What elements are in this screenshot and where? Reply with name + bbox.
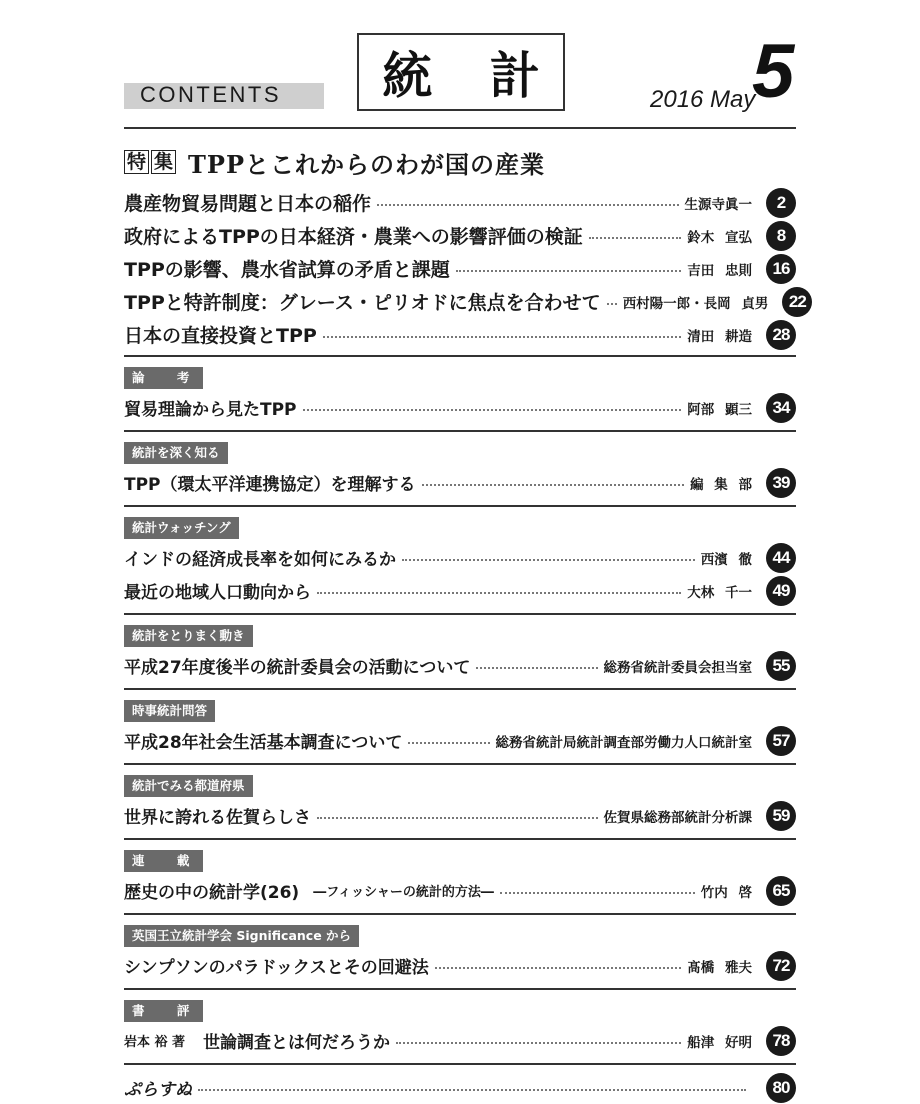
page-number-badge: 39 (766, 468, 796, 498)
leader-dots (317, 592, 681, 594)
section-label: 英国王立統計学会 Significance から (124, 925, 359, 947)
entry-author: 船津 好明 (687, 1034, 752, 1051)
issue-date: 2016 May (650, 86, 756, 113)
section-rensai (124, 840, 796, 909)
section-label: 論 考 (124, 367, 203, 389)
entry-author: 総務省統計委員会担当室 (603, 659, 752, 676)
section-label: 統計でみる都道府県 (124, 775, 253, 797)
entry-prefix: 岩本 裕 著 (124, 1035, 186, 1050)
magazine-title-box (357, 33, 565, 111)
entry-author: 総務省統計局統計調査部労働力人口統計室 (495, 734, 752, 751)
section-significance (124, 915, 796, 984)
toc-entry[interactable] (124, 391, 796, 424)
page-number-badge: 80 (766, 1073, 796, 1103)
entry-author: 鈴木 宣弘 (687, 229, 752, 246)
page-number-badge: 72 (766, 951, 796, 981)
toc-entry[interactable] (124, 219, 796, 252)
page-number-badge: 22 (782, 287, 812, 317)
leader-dots (396, 1042, 681, 1044)
leader-dots (317, 817, 598, 819)
entry-title: ぷらすぬ (124, 1080, 192, 1100)
section-toukei-watching (124, 507, 796, 609)
section-label: 統計を深く知る (124, 442, 228, 464)
entry-title: 平成28年社会生活基本調査について (124, 733, 403, 753)
contents-label: CONTENTS (140, 82, 281, 107)
entry-author: 佐賀県総務部統計分析課 (603, 809, 752, 826)
section-label: 書 評 (124, 1000, 203, 1022)
toc-entry[interactable] (124, 574, 796, 607)
entry-author: 清田 耕造 (687, 328, 752, 345)
page-number-badge: 34 (766, 393, 796, 423)
entry-title: 歴史の中の統計学(26) (124, 883, 300, 903)
issue-number: 5 (752, 29, 795, 114)
feature-title: TPPとこれからのわが国の産業 (188, 149, 545, 179)
leader-dots (422, 484, 685, 486)
toc-entry[interactable] (124, 949, 796, 982)
page-number-badge: 44 (766, 543, 796, 573)
feature-tag-1: 特 (124, 150, 149, 175)
magazine-title: 統 計 (382, 47, 560, 105)
entry-title: シンプソンのパラドックスとその回避法 (124, 958, 429, 978)
page-number-badge: 65 (766, 876, 796, 906)
entry-title: 農産物貿易問題と日本の稲作 (124, 193, 372, 215)
entry-title: 貿易理論から見たTPP (124, 400, 297, 420)
feature-entries (124, 186, 806, 351)
leader-dots (402, 559, 695, 561)
toc-entry[interactable] (124, 285, 806, 318)
table-of-contents (124, 132, 806, 1104)
section-jiji-toukei-mondou (124, 690, 796, 759)
section-last (124, 1065, 796, 1104)
leader-dots (435, 967, 682, 969)
entry-title: TPPの影響、農水省試算の矛盾と課題 (124, 259, 450, 281)
entry-author: 生源寺眞一 (684, 196, 752, 213)
leader-dots (607, 303, 617, 305)
entry-title: インドの経済成長率を如何にみるか (124, 550, 396, 570)
section-toukei-wo-torimaku-ugoki (124, 615, 796, 684)
section-label: 統計をとりまく動き (124, 625, 253, 647)
entry-author: 大林 千一 (687, 584, 752, 601)
leader-dots (500, 892, 695, 894)
entry-title: TPP（環太平洋連携協定）を理解する (124, 475, 416, 495)
entry-author: 吉田 忠則 (687, 262, 752, 279)
header-rule (124, 127, 796, 129)
leader-dots (323, 336, 681, 338)
leader-dots (456, 270, 681, 272)
section-label: 時事統計問答 (124, 700, 215, 722)
toc-entry[interactable] (124, 466, 796, 499)
toc-entry[interactable] (124, 318, 796, 351)
leader-dots (377, 204, 678, 206)
toc-entry[interactable] (124, 252, 796, 285)
leader-dots (589, 237, 681, 239)
page-number-badge: 78 (766, 1026, 796, 1056)
entry-author: 西村陽一郎・長岡 貞男 (622, 295, 769, 312)
toc-entry[interactable] (124, 1024, 796, 1057)
leader-dots (408, 742, 489, 744)
page-number-badge: 49 (766, 576, 796, 606)
entry-author: 竹内 啓 (700, 884, 752, 901)
leader-dots (303, 409, 682, 411)
page-number-badge: 28 (766, 320, 796, 350)
entry-author: 阿部 顕三 (687, 401, 752, 418)
toc-entry[interactable] (124, 186, 796, 219)
page-number-badge: 2 (766, 188, 796, 218)
section-shohyou (124, 990, 796, 1059)
toc-entry[interactable] (124, 541, 796, 574)
page-number-badge: 16 (766, 254, 796, 284)
entry-title: TPPと特許制度：グレース・ピリオドに焦点を合わせて (124, 292, 601, 314)
leader-dots (198, 1089, 746, 1091)
section-ronkou (124, 357, 796, 426)
toc-entry[interactable] (124, 874, 796, 907)
entry-title: 平成27年度後半の統計委員会の活動について (124, 658, 471, 678)
page-number-badge: 55 (766, 651, 796, 681)
entry-author: 髙橋 雅夫 (687, 959, 752, 976)
entry-title: 世論調査とは何だろうか (203, 1033, 391, 1053)
entry-title: 政府によるTPPの日本経済・農業への影響評価の検証 (124, 226, 583, 248)
toc-entry[interactable] (124, 724, 796, 757)
section-toukei-de-miru-todoufuken (124, 765, 796, 834)
header (0, 0, 920, 130)
feature-tag-2: 集 (151, 150, 176, 175)
toc-entry[interactable] (124, 799, 796, 832)
section-toukei-wo-fukaku-shiru (124, 432, 796, 501)
entry-title: 世界に誇れる佐賀らしさ (124, 808, 311, 828)
section-label: 連 載 (124, 850, 203, 872)
entry-title: 日本の直接投資とTPP (124, 325, 317, 347)
section-label: 統計ウォッチング (124, 517, 239, 539)
page-number-badge: 8 (766, 221, 796, 251)
feature-heading (124, 132, 796, 186)
page-number-badge: 59 (766, 801, 796, 831)
leader-dots (476, 667, 597, 669)
entry-author: 西濱 徹 (700, 551, 752, 568)
toc-entry[interactable] (124, 1071, 796, 1104)
toc-entry[interactable] (124, 649, 796, 682)
entry-title: 最近の地域人口動向から (124, 583, 311, 603)
entry-subtitle: ―フィッシャーの統計的方法― (313, 885, 494, 900)
page-number-badge: 57 (766, 726, 796, 756)
entry-author: 編 集 部 (690, 476, 752, 493)
